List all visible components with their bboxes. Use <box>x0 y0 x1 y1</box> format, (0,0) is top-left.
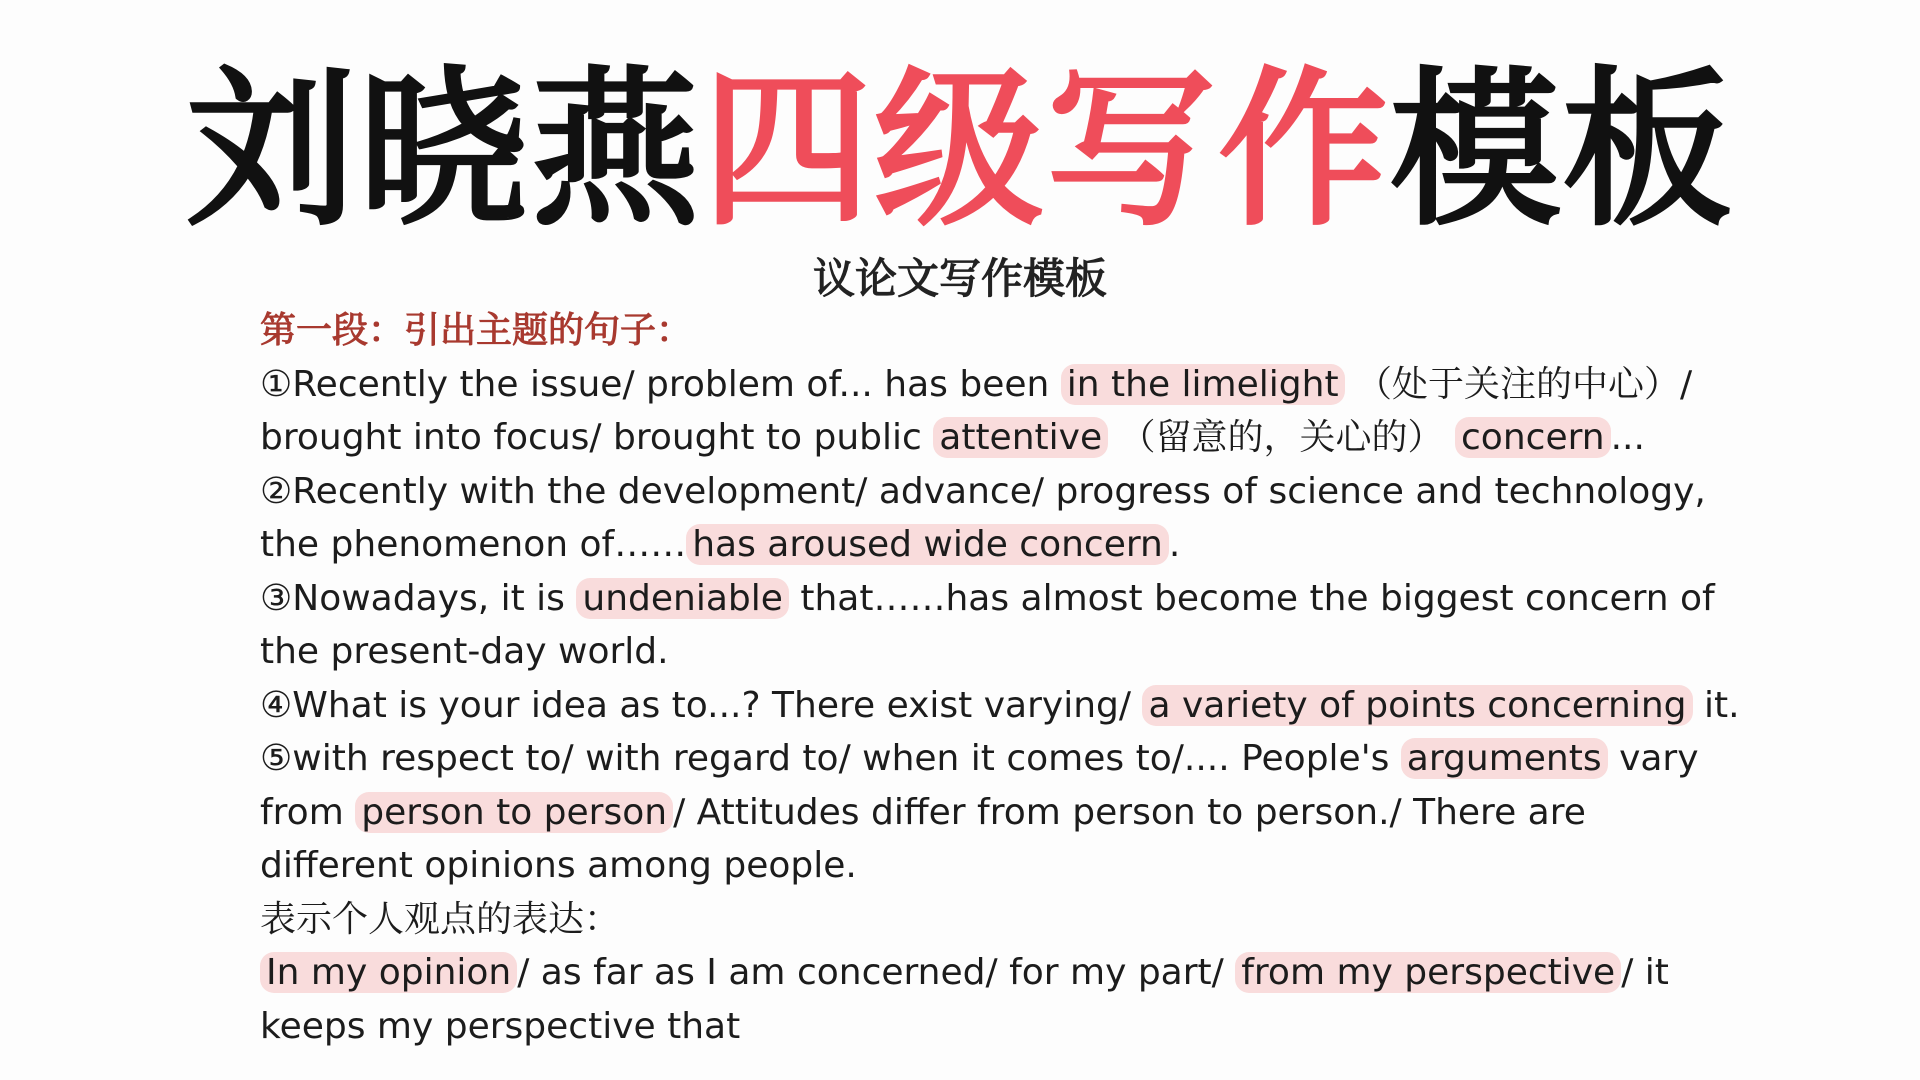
text-segment: （留意的，关心的） <box>1119 417 1444 458</box>
highlighted-phrase: has aroused wide concern <box>686 524 1169 565</box>
text-line-4 <box>260 518 1720 572</box>
text-line-11 <box>260 893 1720 947</box>
highlighted-phrase: concern <box>1455 417 1611 458</box>
highlighted-phrase: person to person <box>355 792 673 833</box>
text-segment: the phenomenon of…… <box>260 524 687 565</box>
text-segment: different opinions among people. <box>260 845 857 886</box>
highlighted-phrase: a variety of points concerning <box>1142 685 1692 726</box>
text-segment: / as far as I am concerned/ for my part/ <box>517 952 1224 993</box>
text-segment: ④What is your idea as to...? There exist varying/ <box>260 684 1132 726</box>
text-segment: . <box>1168 524 1181 565</box>
text-segment: that……has almost become the biggest concern of <box>800 577 1715 619</box>
text-line-12 <box>260 946 1720 1000</box>
title-author: 刘晓燕 <box>185 52 702 250</box>
main-title <box>0 52 1920 250</box>
text-line-7 <box>260 679 1740 733</box>
text-segment: it. <box>1704 684 1740 726</box>
highlighted-phrase: In my opinion <box>260 952 517 993</box>
section-heading: 第一段：引出主题的句子： <box>260 310 693 351</box>
title-template: 模板 <box>1390 52 1735 250</box>
text-line-8 <box>260 732 1720 786</box>
highlighted-phrase: attentive <box>933 417 1108 458</box>
text-segment: （处于关注的中心）/ <box>1356 363 1693 405</box>
highlighted-phrase: arguments <box>1401 738 1608 779</box>
text-segment: 表示个人观点的表达： <box>260 898 621 940</box>
text-segment: vary <box>1619 738 1699 779</box>
text-segment: / it <box>1621 952 1669 993</box>
text-segment: ①Recently the issue/ problem of... has been <box>260 363 1050 405</box>
text-segment: ②Recently with the development/ advance/ progress of science and technology, <box>260 470 1706 512</box>
highlighted-phrase: undeniable <box>576 578 789 619</box>
text-segment: brought into focus/ brought to public <box>260 417 922 458</box>
text-line-13 <box>260 1000 1720 1054</box>
text-segment: the present-day world. <box>260 631 669 672</box>
title-exam-writing: 四级写作 <box>701 52 1390 250</box>
highlighted-phrase: from my perspective <box>1235 952 1621 993</box>
text-segment: ⑤with respect to/ with regard to/ when it comes to/.... People's <box>260 738 1390 779</box>
text-line-6 <box>260 625 1720 679</box>
subtitle: 议论文写作模板 <box>812 254 1107 303</box>
text-segment: / Attitudes differ from person to person./ There are <box>673 791 1586 833</box>
content-body <box>260 304 1740 1053</box>
text-segment: from <box>260 791 344 833</box>
text-segment: ... <box>1610 417 1645 458</box>
text-line-3 <box>260 465 1720 519</box>
highlighted-phrase: in the limelight <box>1061 364 1345 405</box>
text-segment: ③Nowadays, it is <box>260 577 565 619</box>
text-line-10 <box>260 839 1720 893</box>
text-line-9 <box>260 786 1720 840</box>
text-line-5 <box>260 572 1720 626</box>
text-segment: keeps my perspective that <box>260 1005 741 1047</box>
text-line-2 <box>260 411 1720 465</box>
text-line-1 <box>260 358 1720 412</box>
